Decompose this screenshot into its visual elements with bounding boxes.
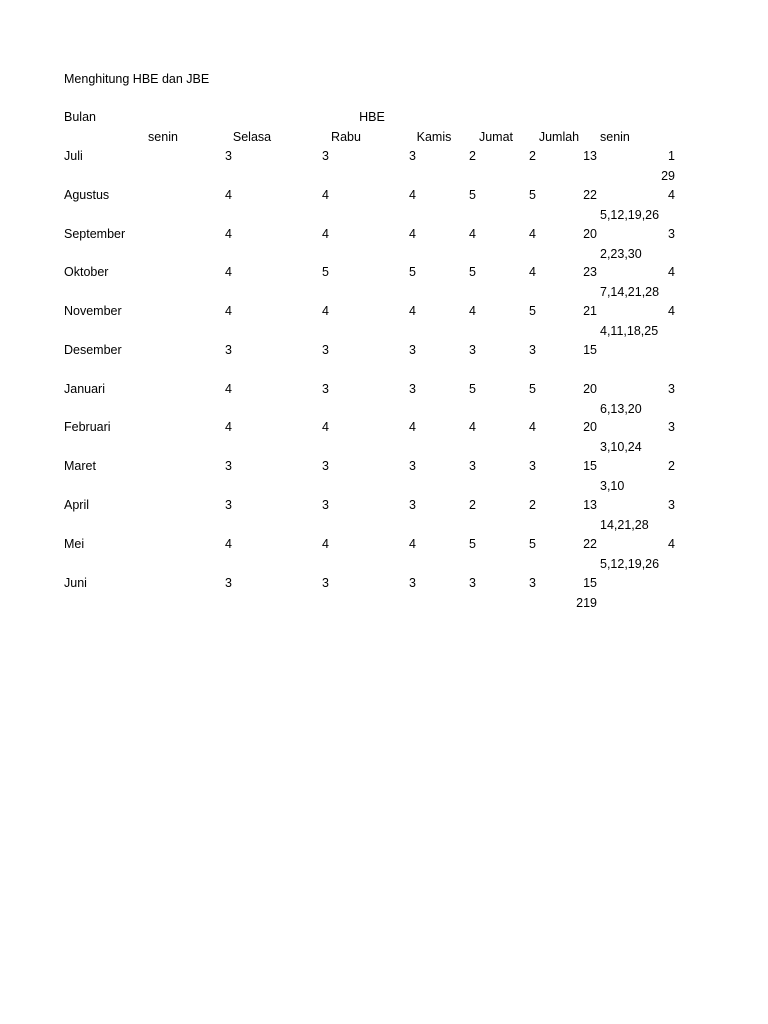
month-name: November bbox=[64, 304, 122, 318]
jumlah-total: 22 bbox=[583, 188, 597, 202]
day-count: 5 bbox=[529, 382, 536, 396]
day-count: 5 bbox=[529, 537, 536, 551]
rabu-count: 4 bbox=[322, 188, 329, 202]
jumlah-total: 15 bbox=[583, 343, 597, 357]
selasa-count: 3 bbox=[225, 459, 232, 473]
jumlah-total: 15 bbox=[583, 459, 597, 473]
rabu-count: 3 bbox=[322, 382, 329, 396]
month-name: Oktober bbox=[64, 265, 109, 279]
day-count: 5 bbox=[529, 188, 536, 202]
senin-dates: 14,21,28 bbox=[600, 518, 649, 532]
jumlah-total: 20 bbox=[583, 382, 597, 396]
kamis-count: 4 bbox=[409, 227, 416, 241]
senin-count: 1 bbox=[668, 149, 675, 163]
senin-dates: 6,13,20 bbox=[600, 402, 642, 416]
header-senin: senin bbox=[148, 130, 178, 144]
senin-dates: 29 bbox=[661, 169, 675, 183]
senin-count: 3 bbox=[668, 382, 675, 396]
month-name: Februari bbox=[64, 420, 111, 434]
senin-dates: 2,23,30 bbox=[600, 247, 642, 261]
header-jumat: Jumat bbox=[478, 130, 514, 144]
day-count: 4 bbox=[529, 227, 536, 241]
header-kamis: Kamis bbox=[416, 130, 452, 144]
rabu-count: 4 bbox=[322, 537, 329, 551]
selasa-count: 3 bbox=[225, 343, 232, 357]
jumlah-total: 20 bbox=[583, 227, 597, 241]
selasa-count: 4 bbox=[225, 304, 232, 318]
kamis-count: 3 bbox=[409, 149, 416, 163]
month-name: Juli bbox=[64, 149, 83, 163]
jumat-count: 4 bbox=[469, 420, 476, 434]
jumat-count: 2 bbox=[469, 149, 476, 163]
senin-count: 3 bbox=[668, 227, 675, 241]
jumat-count: 5 bbox=[469, 188, 476, 202]
jumat-count: 3 bbox=[469, 576, 476, 590]
header-rabu: Rabu bbox=[331, 130, 361, 144]
kamis-count: 3 bbox=[409, 343, 416, 357]
selasa-count: 4 bbox=[225, 537, 232, 551]
month-name: Desember bbox=[64, 343, 122, 357]
rabu-count: 4 bbox=[322, 304, 329, 318]
header-jumlah: Jumlah bbox=[538, 130, 580, 144]
selasa-count: 4 bbox=[225, 265, 232, 279]
day-count: 3 bbox=[529, 459, 536, 473]
senin-dates: 4,11,18,25 bbox=[600, 324, 659, 338]
rabu-count: 4 bbox=[322, 420, 329, 434]
rabu-count: 4 bbox=[322, 227, 329, 241]
senin-count: 4 bbox=[668, 265, 675, 279]
senin-count: 4 bbox=[668, 537, 675, 551]
rabu-count: 3 bbox=[322, 459, 329, 473]
month-name: April bbox=[64, 498, 90, 512]
month-name: Januari bbox=[64, 382, 105, 396]
day-count: 4 bbox=[529, 265, 536, 279]
selasa-count: 4 bbox=[225, 382, 232, 396]
rabu-count: 5 bbox=[322, 265, 329, 279]
senin-dates: 3,10,24 bbox=[600, 440, 642, 454]
day-count: 2 bbox=[529, 149, 536, 163]
header-selasa: Selasa bbox=[232, 130, 272, 144]
senin-dates: 3,10 bbox=[600, 479, 625, 493]
jumlah-total: 21 bbox=[583, 304, 597, 318]
senin-count: 4 bbox=[668, 188, 675, 202]
kamis-count: 4 bbox=[409, 304, 416, 318]
month-name: Mei bbox=[64, 537, 85, 551]
selasa-count: 3 bbox=[225, 149, 232, 163]
jumlah-total: 22 bbox=[583, 537, 597, 551]
kamis-count: 4 bbox=[409, 188, 416, 202]
jumat-count: 3 bbox=[469, 459, 476, 473]
selasa-count: 4 bbox=[225, 188, 232, 202]
rabu-count: 3 bbox=[322, 149, 329, 163]
day-count: 3 bbox=[529, 576, 536, 590]
senin-count: 3 bbox=[668, 420, 675, 434]
jumat-count: 5 bbox=[469, 382, 476, 396]
header-bulan: Bulan bbox=[64, 110, 96, 124]
senin-dates: 5,12,19,26 bbox=[600, 557, 660, 571]
day-count: 4 bbox=[529, 420, 536, 434]
kamis-count: 3 bbox=[409, 498, 416, 512]
selasa-count: 4 bbox=[225, 420, 232, 434]
senin-dates: 7,14,21,28 bbox=[600, 285, 660, 299]
kamis-count: 5 bbox=[409, 265, 416, 279]
day-count: 3 bbox=[529, 343, 536, 357]
month-name: Maret bbox=[64, 459, 96, 473]
rabu-count: 3 bbox=[322, 576, 329, 590]
month-name: Juni bbox=[64, 576, 87, 590]
header-senin-dates: senin bbox=[600, 130, 630, 144]
kamis-count: 4 bbox=[409, 420, 416, 434]
senin-dates: 5,12,19,26 bbox=[600, 208, 660, 222]
rabu-count: 3 bbox=[322, 498, 329, 512]
document-title: Menghitung HBE dan JBE bbox=[64, 72, 210, 86]
rabu-count: 3 bbox=[322, 343, 329, 357]
jumlah-total: 15 bbox=[583, 576, 597, 590]
day-count: 2 bbox=[529, 498, 536, 512]
selasa-count: 3 bbox=[225, 576, 232, 590]
senin-count: 3 bbox=[668, 498, 675, 512]
kamis-count: 3 bbox=[409, 576, 416, 590]
kamis-count: 3 bbox=[409, 459, 416, 473]
jumlah-total: 13 bbox=[583, 149, 597, 163]
jumat-count: 3 bbox=[469, 343, 476, 357]
header-hbe: HBE bbox=[359, 110, 385, 124]
month-name: September bbox=[64, 227, 126, 241]
jumlah-total: 23 bbox=[583, 265, 597, 279]
month-name: Agustus bbox=[64, 188, 110, 202]
selasa-count: 3 bbox=[225, 498, 232, 512]
kamis-count: 3 bbox=[409, 382, 416, 396]
day-count: 5 bbox=[529, 304, 536, 318]
jumat-count: 5 bbox=[469, 537, 476, 551]
jumat-count: 2 bbox=[469, 498, 476, 512]
jumat-count: 4 bbox=[469, 304, 476, 318]
jumat-count: 5 bbox=[469, 265, 476, 279]
kamis-count: 4 bbox=[409, 537, 416, 551]
selasa-count: 4 bbox=[225, 227, 232, 241]
senin-count: 2 bbox=[668, 459, 675, 473]
jumlah-total: 13 bbox=[583, 498, 597, 512]
senin-count: 4 bbox=[668, 304, 675, 318]
jumat-count: 4 bbox=[469, 227, 476, 241]
grand-total: 219 bbox=[576, 596, 597, 610]
jumlah-total: 20 bbox=[583, 420, 597, 434]
